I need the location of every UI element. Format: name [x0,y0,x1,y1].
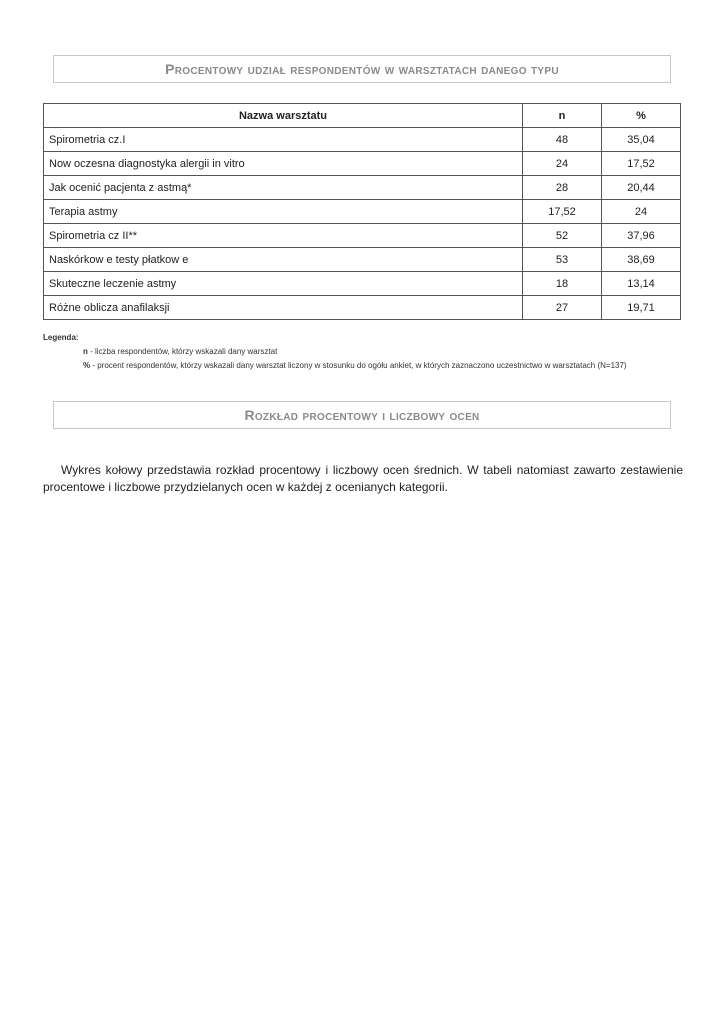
workshop-name-cell: Skuteczne leczenie astmy [44,272,523,296]
section-title-workshops: Procentowy udział respondentów w warsztatach danego typu [53,55,671,83]
workshop-n-cell: 18 [523,272,602,296]
workshop-percent-cell: 37,96 [602,224,681,248]
legend-item-percent [83,360,683,371]
table-row [44,152,681,176]
workshop-name-cell: Różne oblicza anafilaksji [44,296,523,320]
table-row [44,200,681,224]
table-row [44,248,681,272]
table-row [44,224,681,248]
workshop-name-cell: Terapia astmy [44,200,523,224]
section-title-ratings: Rozkład procentowy i liczbowy ocen [53,401,671,429]
column-header-name: Nazwa warsztatu [44,104,523,128]
workshop-name-cell: Now oczesna diagnostyka alergii in vitro [44,152,523,176]
table-row [44,272,681,296]
legend-item-n [83,346,683,357]
workshop-n-cell: 48 [523,128,602,152]
workshop-name-cell: Spirometria cz.I [44,128,523,152]
table-row [44,296,681,320]
table-row [44,128,681,152]
legend-text-n: - liczba respondentów, którzy wskazali dany warsztat [87,347,278,356]
legend-title: Legenda: [43,333,79,342]
workshop-name-cell: Jak ocenić pacjenta z astmą* [44,176,523,200]
workshop-percent-cell: 13,14 [602,272,681,296]
column-header-percent: % [602,104,681,128]
workshops-table [43,103,681,320]
workshop-percent-cell: 38,69 [602,248,681,272]
column-header-n: n [523,104,602,128]
workshop-percent-cell: 20,44 [602,176,681,200]
workshop-n-cell: 28 [523,176,602,200]
workshop-percent-cell: 19,71 [602,296,681,320]
workshop-n-cell: 52 [523,224,602,248]
legend-text-percent: - procent respondentów, którzy wskazali dany warsztat liczony w stosunku do ogółu ankiet, w których zaznaczono uczestnictwo w warsztatach (N=137) [90,361,627,370]
workshop-n-cell: 24 [523,152,602,176]
body-paragraph: Wykres kołowy przedstawia rozkład procentowy i liczbowy ocen średnich. W tabeli natomiast zawarto zestawienie procentowe i liczbowe przydzielanych ocen w każdej z ocenianych kategorii. [43,463,683,494]
workshop-name-cell: Spirometria cz II** [44,224,523,248]
workshop-n-cell: 53 [523,248,602,272]
table-header-row [44,104,681,128]
workshop-percent-cell: 35,04 [602,128,681,152]
workshop-percent-cell: 24 [602,200,681,224]
legend-key-n: n [83,347,88,356]
workshop-name-cell: Naskórkow e testy płatkow e [44,248,523,272]
workshop-percent-cell: 17,52 [602,152,681,176]
workshop-n-cell: 27 [523,296,602,320]
workshop-n-cell: 17,52 [523,200,602,224]
legend-key-percent: % [83,361,91,370]
legend [43,332,683,371]
table-row [44,176,681,200]
